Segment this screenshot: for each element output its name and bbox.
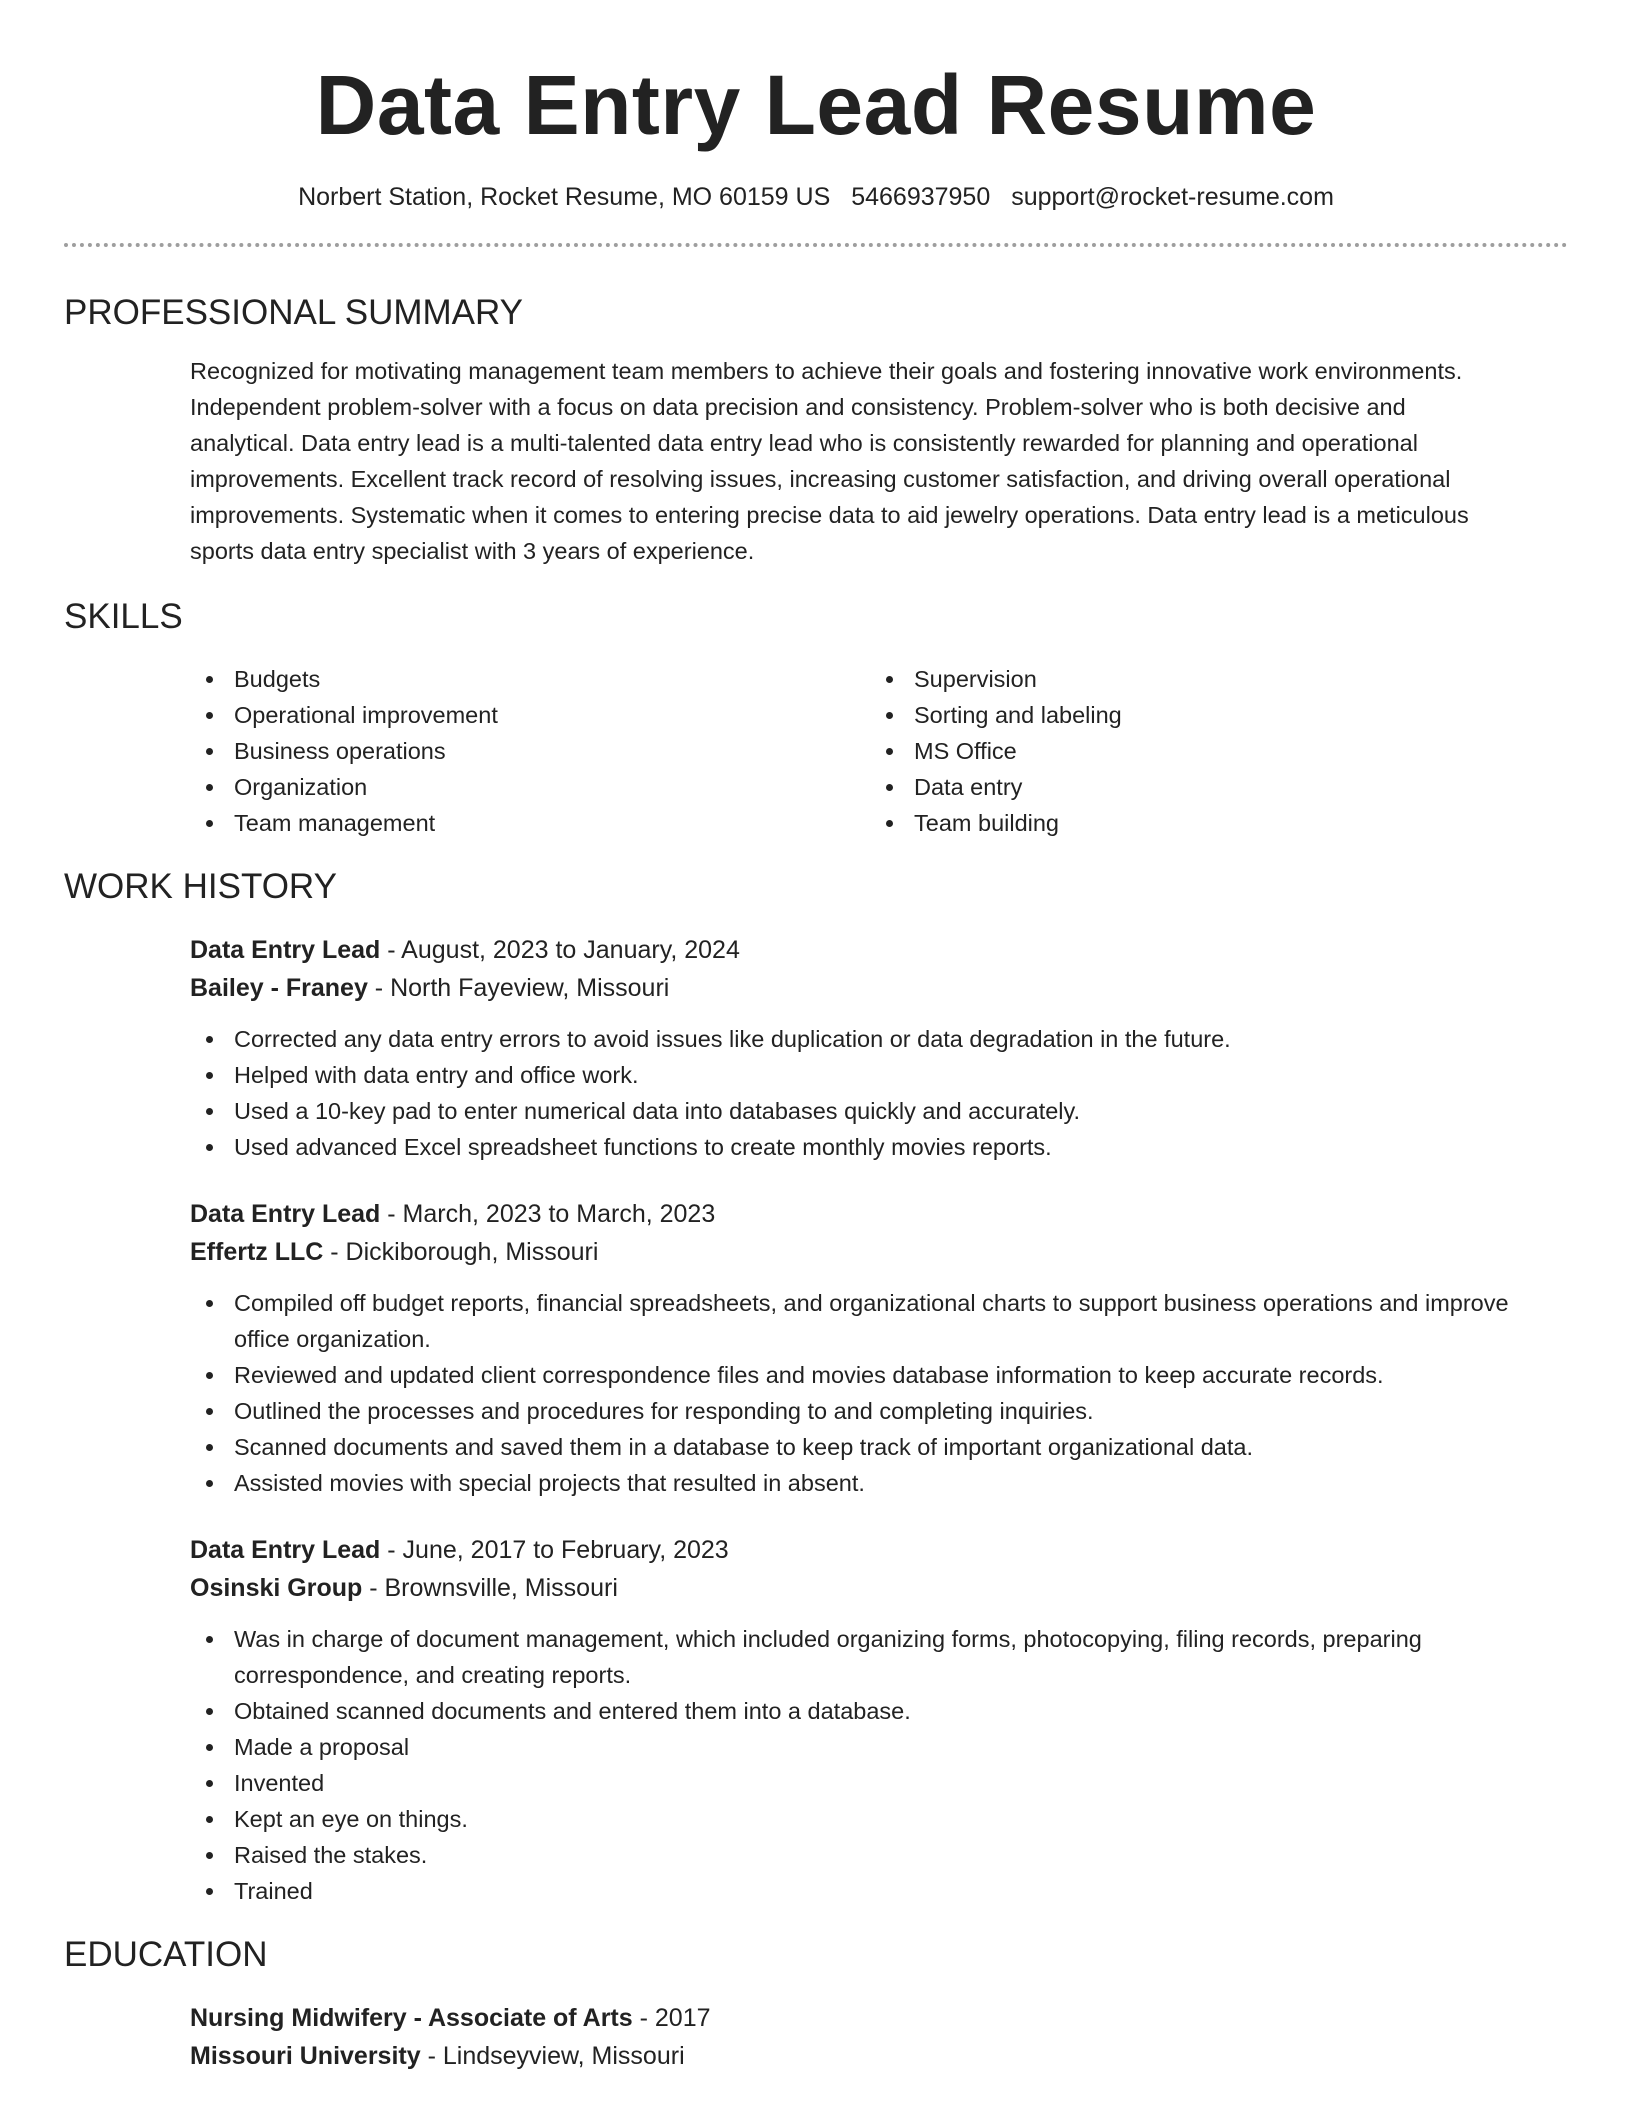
skill-item: Team management — [190, 805, 870, 841]
resume-title: Data Entry Lead Resume — [315, 58, 1317, 152]
skill-item: Data entry — [870, 769, 1550, 805]
job-title: Data Entry Lead — [190, 1200, 381, 1228]
skills-list — [190, 661, 1568, 841]
job-bullets — [190, 1621, 1568, 1909]
job-company: Osinski Group — [190, 1574, 363, 1602]
job-location: - North Fayeview, Missouri — [367, 974, 670, 1002]
job-bullet: Reviewed and updated client correspondence files and movies database information to keep accurate records. — [190, 1357, 1568, 1393]
summary-line: Independent problem-solver with a focus on data precision and consistency. Problem-solver who is both decisive and — [190, 394, 1406, 420]
job-bullet: Raised the stakes. — [190, 1837, 1568, 1873]
skill-item: Team building — [870, 805, 1550, 841]
skill-item: Supervision — [870, 661, 1550, 697]
job-bullet: Used advanced Excel spreadsheet functions to create monthly movies reports. — [190, 1129, 1568, 1165]
skills-column-right — [870, 661, 1550, 841]
job-company: Bailey - Franey — [190, 974, 368, 1002]
job-company: Effertz LLC — [190, 1238, 324, 1266]
job-company-line — [190, 1569, 1568, 1607]
summary-line: analytical. Data entry lead is a multi-talented data entry lead who is consistently rewarded for planning and operational — [190, 430, 1418, 456]
job-bullet: Was in charge of document management, which included organizing forms, photocopying, filing records, preparing correspondence, and creating reports. — [190, 1621, 1568, 1693]
degree-year: - 2017 — [632, 2004, 711, 2032]
job-title: Data Entry Lead — [190, 936, 381, 964]
skills-column-left — [190, 661, 870, 841]
job-bullet: Made a proposal — [190, 1729, 1568, 1765]
degree-line — [190, 1999, 1568, 2037]
skill-item: MS Office — [870, 733, 1550, 769]
contact-email: support@rocket-resume.com — [1011, 183, 1334, 211]
skill-item: Business operations — [190, 733, 870, 769]
skill-item: Organization — [190, 769, 870, 805]
job-company-line — [190, 1233, 1568, 1271]
job-location: - Dickiborough, Missouri — [323, 1238, 599, 1266]
summary-heading: PROFESSIONAL SUMMARY — [64, 293, 523, 332]
school-line — [190, 2037, 1568, 2075]
job-bullet: Obtained scanned documents and entered them into a database. — [190, 1693, 1568, 1729]
education-heading: EDUCATION — [64, 1935, 268, 1974]
job-bullet: Helped with data entry and office work. — [190, 1057, 1568, 1093]
job-bullet: Scanned documents and saved them in a database to keep track of important organizational data. — [190, 1429, 1568, 1465]
header-divider — [64, 243, 1568, 247]
skills-heading: SKILLS — [64, 597, 183, 636]
job-bullets — [190, 1285, 1568, 1501]
job-bullet: Kept an eye on things. — [190, 1801, 1568, 1837]
job-bullet: Assisted movies with special projects that resulted in absent. — [190, 1465, 1568, 1501]
job-dates: - March, 2023 to March, 2023 — [380, 1200, 716, 1228]
school: Missouri University — [190, 2042, 421, 2070]
job-entry — [190, 1195, 1568, 1501]
skill-item: Sorting and labeling — [870, 697, 1550, 733]
summary-line: Recognized for motivating management team members to achieve their goals and fostering innovative work environments. — [190, 358, 1463, 384]
contact-address: Norbert Station, Rocket Resume, MO 60159 US — [298, 183, 831, 211]
contact-phone: 5466937950 — [851, 183, 991, 211]
degree: Nursing Midwifery - Associate of Arts — [190, 2004, 633, 2032]
job-bullets — [190, 1021, 1568, 1165]
job-bullet: Compiled off budget reports, financial spreadsheets, and organizational charts to support business operations and improve office organization. — [190, 1285, 1568, 1357]
job-location: - Brownsville, Missouri — [362, 1574, 618, 1602]
job-dates: - August, 2023 to January, 2024 — [380, 936, 740, 964]
skill-item: Budgets — [190, 661, 870, 697]
job-bullet: Trained — [190, 1873, 1568, 1909]
job-title-line — [190, 1195, 1568, 1233]
job-title: Data Entry Lead — [190, 1536, 381, 1564]
job-bullet: Used a 10-key pad to enter numerical data into databases quickly and accurately. — [190, 1093, 1568, 1129]
contact-line — [64, 179, 1568, 215]
job-company-line — [190, 969, 1568, 1007]
summary-line: sports data entry specialist with 3 years of experience. — [190, 538, 755, 564]
education-entry — [190, 1999, 1568, 2075]
resume-page — [64, 0, 1568, 2075]
job-entry — [190, 931, 1568, 1165]
job-title-line — [190, 1531, 1568, 1569]
job-bullet: Outlined the processes and procedures for responding to and completing inquiries. — [190, 1393, 1568, 1429]
job-bullet: Invented — [190, 1765, 1568, 1801]
summary-line: improvements. Excellent track record of resolving issues, increasing customer satisfaction, and driving overall operational — [190, 466, 1451, 492]
job-title-line — [190, 931, 1568, 969]
skill-item: Operational improvement — [190, 697, 870, 733]
summary-line: improvements. Systematic when it comes to entering precise data to aid jewelry operations. Data entry lead is a meticulous — [190, 502, 1469, 528]
school-location: - Lindseyview, Missouri — [420, 2042, 685, 2070]
job-entry — [190, 1531, 1568, 1909]
job-bullet: Corrected any data entry errors to avoid issues like duplication or data degradation in the future. — [190, 1021, 1568, 1057]
summary-text — [190, 353, 1568, 569]
work-history-heading: WORK HISTORY — [64, 867, 337, 906]
job-dates: - June, 2017 to February, 2023 — [380, 1536, 729, 1564]
